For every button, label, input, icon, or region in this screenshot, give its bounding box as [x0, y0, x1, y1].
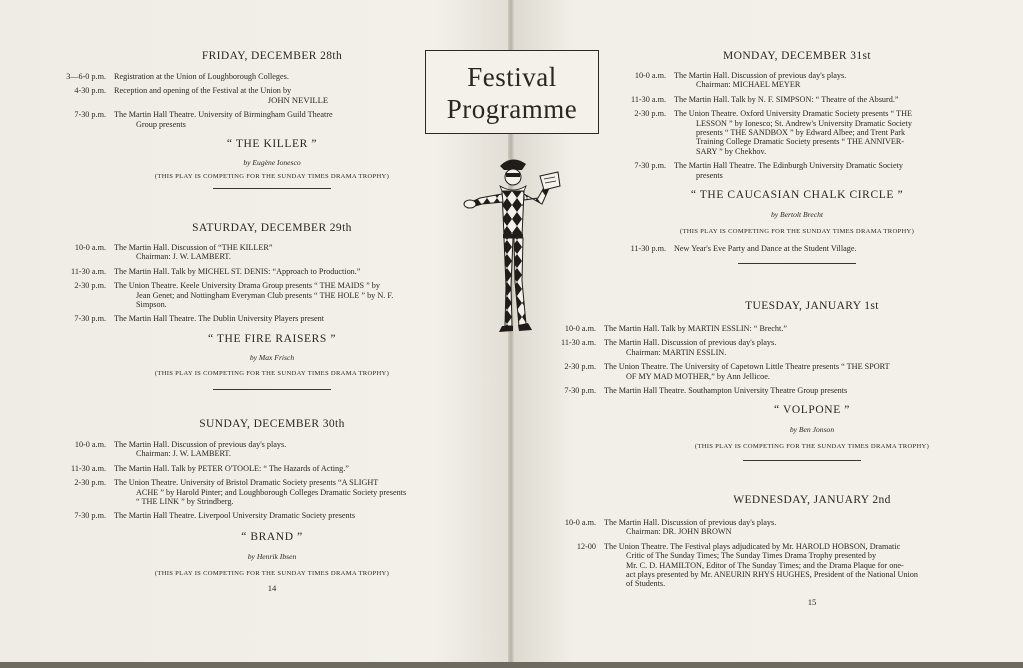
event-text-cont: Mr. C. D. HAMILTON, Editor of The Sunday Times; and the Drama Plaque for one-: [626, 560, 904, 570]
event-speaker: JOHN NEVILLE: [267, 94, 329, 105]
festival-title-box: [425, 50, 599, 134]
event-text-cont: “ THE LINK ” by Strindberg.: [136, 497, 234, 507]
event-time: 7-30 p.m.: [74, 314, 106, 324]
event-time: 10-0 a.m.: [74, 440, 106, 449]
play-title: “ THE CAUCASIAN CHALK CIRCLE ”: [690, 189, 904, 202]
event-time: 11-30 a.m.: [71, 266, 106, 276]
event-time: 10-0 a.m.: [564, 324, 596, 333]
event-text-cont: Chairman: MARTIN ESSLIN.: [626, 347, 727, 357]
event-text-cont: Chairman: DR. JOHN BROWN: [626, 527, 732, 537]
event-row: [622, 95, 972, 104]
event-row: [62, 464, 482, 473]
event-text: The Martin Hall. Talk by N. F. SIMPSON: “ Theatre of the Absurd.”: [674, 94, 899, 104]
event-row: [622, 244, 972, 253]
event-text-cont: Chairman: MICHAEL MEYER: [696, 80, 801, 90]
event-text: The Martin Hall. Talk by PETER O'TOOLE: “ The Hazards of Acting.”: [114, 463, 349, 473]
play-title: “ BRAND ”: [241, 530, 303, 543]
event-text-cont: act plays presented by Mr. ANEURIN RHYS HUGHES, President of the National Union: [626, 570, 918, 580]
event-text-cont: Chairman: J. W. LAMBERT.: [136, 252, 231, 262]
event-text: The Martin Hall Theatre. Southampton University Theatre Group presents: [604, 386, 848, 396]
play-title: “ THE KILLER ”: [226, 138, 318, 151]
event-text-cont: presents: [696, 170, 723, 180]
event-text: The Martin Hall Theatre. Liverpool University Dramatic Society presents: [114, 511, 356, 521]
event-row: [62, 86, 482, 105]
harlequin-illustration: [462, 156, 562, 346]
event-text-cont: Training College Dramatic Society presents “ THE ANNIVER-: [696, 137, 905, 147]
day-heading: TUESDAY, JANUARY 1st: [745, 300, 879, 312]
event-text: The Union Theatre. The University of Capetown Little Theatre presents “ THE SPORT: [604, 362, 890, 372]
trophy-note: (THIS PLAY IS COMPETING FOR THE SUNDAY TIMES DRAMA TROPHY): [679, 228, 915, 236]
event-time: 2-30 p.m.: [74, 478, 106, 488]
event-row: [552, 362, 972, 381]
event-text: The Martin Hall Theatre. The Edinburgh University Dramatic Society: [674, 161, 903, 171]
divider: [213, 389, 331, 390]
event-row: [62, 267, 482, 276]
event-text: The Union Theatre. Keele University Drama Group presents “ THE MAIDS ” by: [114, 281, 380, 291]
saturday-section: [62, 222, 482, 390]
event-text: The Martin Hall. Discussion of previous day's plays.: [604, 338, 777, 348]
event-time: 2-30 p.m.: [74, 281, 106, 291]
event-time: 7-30 p.m.: [74, 511, 106, 521]
event-row: [62, 478, 482, 506]
wednesday-section: [552, 494, 972, 607]
event-text: The Martin Hall. Discussion of previous day's plays.: [674, 71, 847, 80]
event-time: 7-30 p.m.: [564, 386, 596, 396]
event-row: [62, 440, 482, 459]
event-time: 7-30 p.m.: [634, 161, 666, 171]
play-title: “ VOLPONE ”: [773, 404, 850, 417]
day-heading: SUNDAY, DECEMBER 30th: [199, 418, 345, 430]
event-text-cont: presents “ THE SANDBOX ” by Edward Albee; and Trent Park: [696, 128, 906, 138]
trophy-note: (THIS PLAY IS COMPETING FOR THE SUNDAY TIMES DRAMA TROPHY): [154, 569, 390, 577]
play-author: by Bertolt Brecht: [770, 210, 823, 220]
day-heading: MONDAY, DECEMBER 31st: [722, 50, 872, 62]
event-row: [62, 314, 482, 323]
event-time: 12-00: [576, 541, 596, 551]
event-time: 7-30 p.m.: [74, 110, 106, 120]
event-text-cont: Jean Genet; and Nottingham Everyman Club presents “ THE HOLE ” by N. F.: [136, 290, 394, 300]
event-text: Registration at the Union of Loughborough Colleges.: [114, 72, 289, 81]
event-text: The Union Theatre. Oxford University Dramatic Society presents “ THE: [674, 109, 912, 119]
play-title: “ THE FIRE RAISERS ”: [207, 332, 337, 345]
event-time: 11-30 a.m.: [71, 463, 106, 473]
event-text-cont: LESSON ” by Ionesco; St. Andrew's University Dramatic Society: [696, 118, 912, 128]
event-row: [622, 71, 972, 90]
event-time: 11-30 a.m.: [561, 338, 596, 348]
event-row: [622, 109, 972, 156]
sunday-section: [62, 418, 482, 593]
event-text: The Union Theatre. The Festival plays adjudicated by Mr. HAROLD HOBSON, Dramatic: [604, 541, 901, 551]
day-heading: WEDNESDAY, JANUARY 2nd: [733, 494, 891, 506]
event-row: [552, 324, 972, 333]
page-number: 15: [807, 596, 817, 607]
event-text-cont: Critic of The Sunday Times; The Sunday Times Drama Trophy presented by: [626, 551, 877, 561]
tuesday-section: [552, 300, 972, 461]
event-text-cont: Group presents: [136, 119, 186, 129]
event-text: The Martin Hall. Talk by MICHEL ST. DENIS: “Approach to Production.”: [114, 266, 361, 276]
event-text: The Martin Hall. Talk by MARTIN ESSLIN: “ Brecht.”: [604, 324, 787, 333]
trophy-note: (THIS PLAY IS COMPETING FOR THE SUNDAY TIMES DRAMA TROPHY): [154, 173, 390, 181]
event-text-cont: ACHE ” by Harold Pinter; and Loughborough Colleges Dramatic Society presents: [136, 487, 407, 497]
event-text: The Martin Hall. Discussion of previous day's plays.: [604, 518, 777, 527]
event-time: 11-30 a.m.: [631, 94, 666, 104]
title-line-2: Programme: [446, 94, 578, 124]
event-row: [552, 542, 972, 589]
event-time: 10-0 a.m.: [634, 71, 666, 80]
event-text: The Union Theatre. University of Bristol Dramatic Society presents “A SLIGHT: [114, 478, 379, 488]
event-text-cont: of Students.: [626, 579, 666, 589]
event-time: 2-30 p.m.: [634, 109, 666, 119]
event-time: 4-30 p.m.: [74, 86, 106, 96]
event-row: [62, 511, 482, 520]
friday-section: [62, 50, 482, 189]
event-row: [62, 110, 482, 129]
event-text: The Martin Hall Theatre. The Dublin University Players present: [114, 314, 325, 324]
monday-section: [622, 50, 972, 264]
event-row: [62, 281, 482, 309]
event-time: 2-30 p.m.: [564, 362, 596, 372]
trophy-note: (THIS PLAY IS COMPETING FOR THE SUNDAY TIMES DRAMA TROPHY): [154, 369, 390, 377]
event-text-cont: SARY ” by Chekhov.: [696, 146, 767, 156]
event-row: [62, 72, 482, 81]
play-author: by Max Frisch: [249, 352, 295, 362]
event-text-cont: OF MY MAD MOTHER,” by Ann Jellicoe.: [626, 371, 770, 381]
event-text: The Martin Hall Theatre. University of Birmingham Guild Theatre: [114, 110, 333, 120]
page-number: 14: [267, 582, 277, 593]
event-row: [552, 386, 972, 395]
event-row: [552, 518, 972, 537]
event-row: [622, 161, 972, 180]
divider: [213, 188, 331, 189]
play-author: by Ben Jonson: [789, 425, 835, 435]
event-text: Reception and opening of the Festival at the Union by: [114, 86, 292, 96]
event-row: [552, 338, 972, 357]
trophy-note: (THIS PLAY IS COMPETING FOR THE SUNDAY TIMES DRAMA TROPHY): [694, 443, 930, 451]
event-text: The Martin Hall. Discussion of previous day's plays.: [114, 440, 287, 449]
day-heading: SATURDAY, DECEMBER 29th: [192, 222, 352, 234]
title-line-1: Festival: [467, 62, 557, 92]
play-author: by Eugène Ionesco: [243, 158, 301, 168]
event-time: 3—6-0 p.m.: [66, 72, 106, 81]
play-author: by Henrik Ibsen: [247, 551, 297, 561]
event-time: 10-0 a.m.: [564, 518, 596, 527]
event-text-cont: Simpson.: [136, 300, 167, 310]
event-text: New Year's Eve Party and Dance at the Student Village.: [674, 244, 857, 254]
event-row: [62, 243, 482, 262]
day-heading: FRIDAY, DECEMBER 28th: [201, 50, 343, 62]
event-text: The Martin Hall. Discussion of “THE KILLER”: [114, 243, 273, 252]
event-text-cont: Chairman: J. W. LAMBERT.: [136, 449, 231, 459]
event-time: 10-0 a.m.: [74, 243, 106, 252]
event-time: 11-30 p.m.: [630, 244, 666, 254]
divider: [738, 263, 856, 264]
divider: [743, 460, 861, 461]
